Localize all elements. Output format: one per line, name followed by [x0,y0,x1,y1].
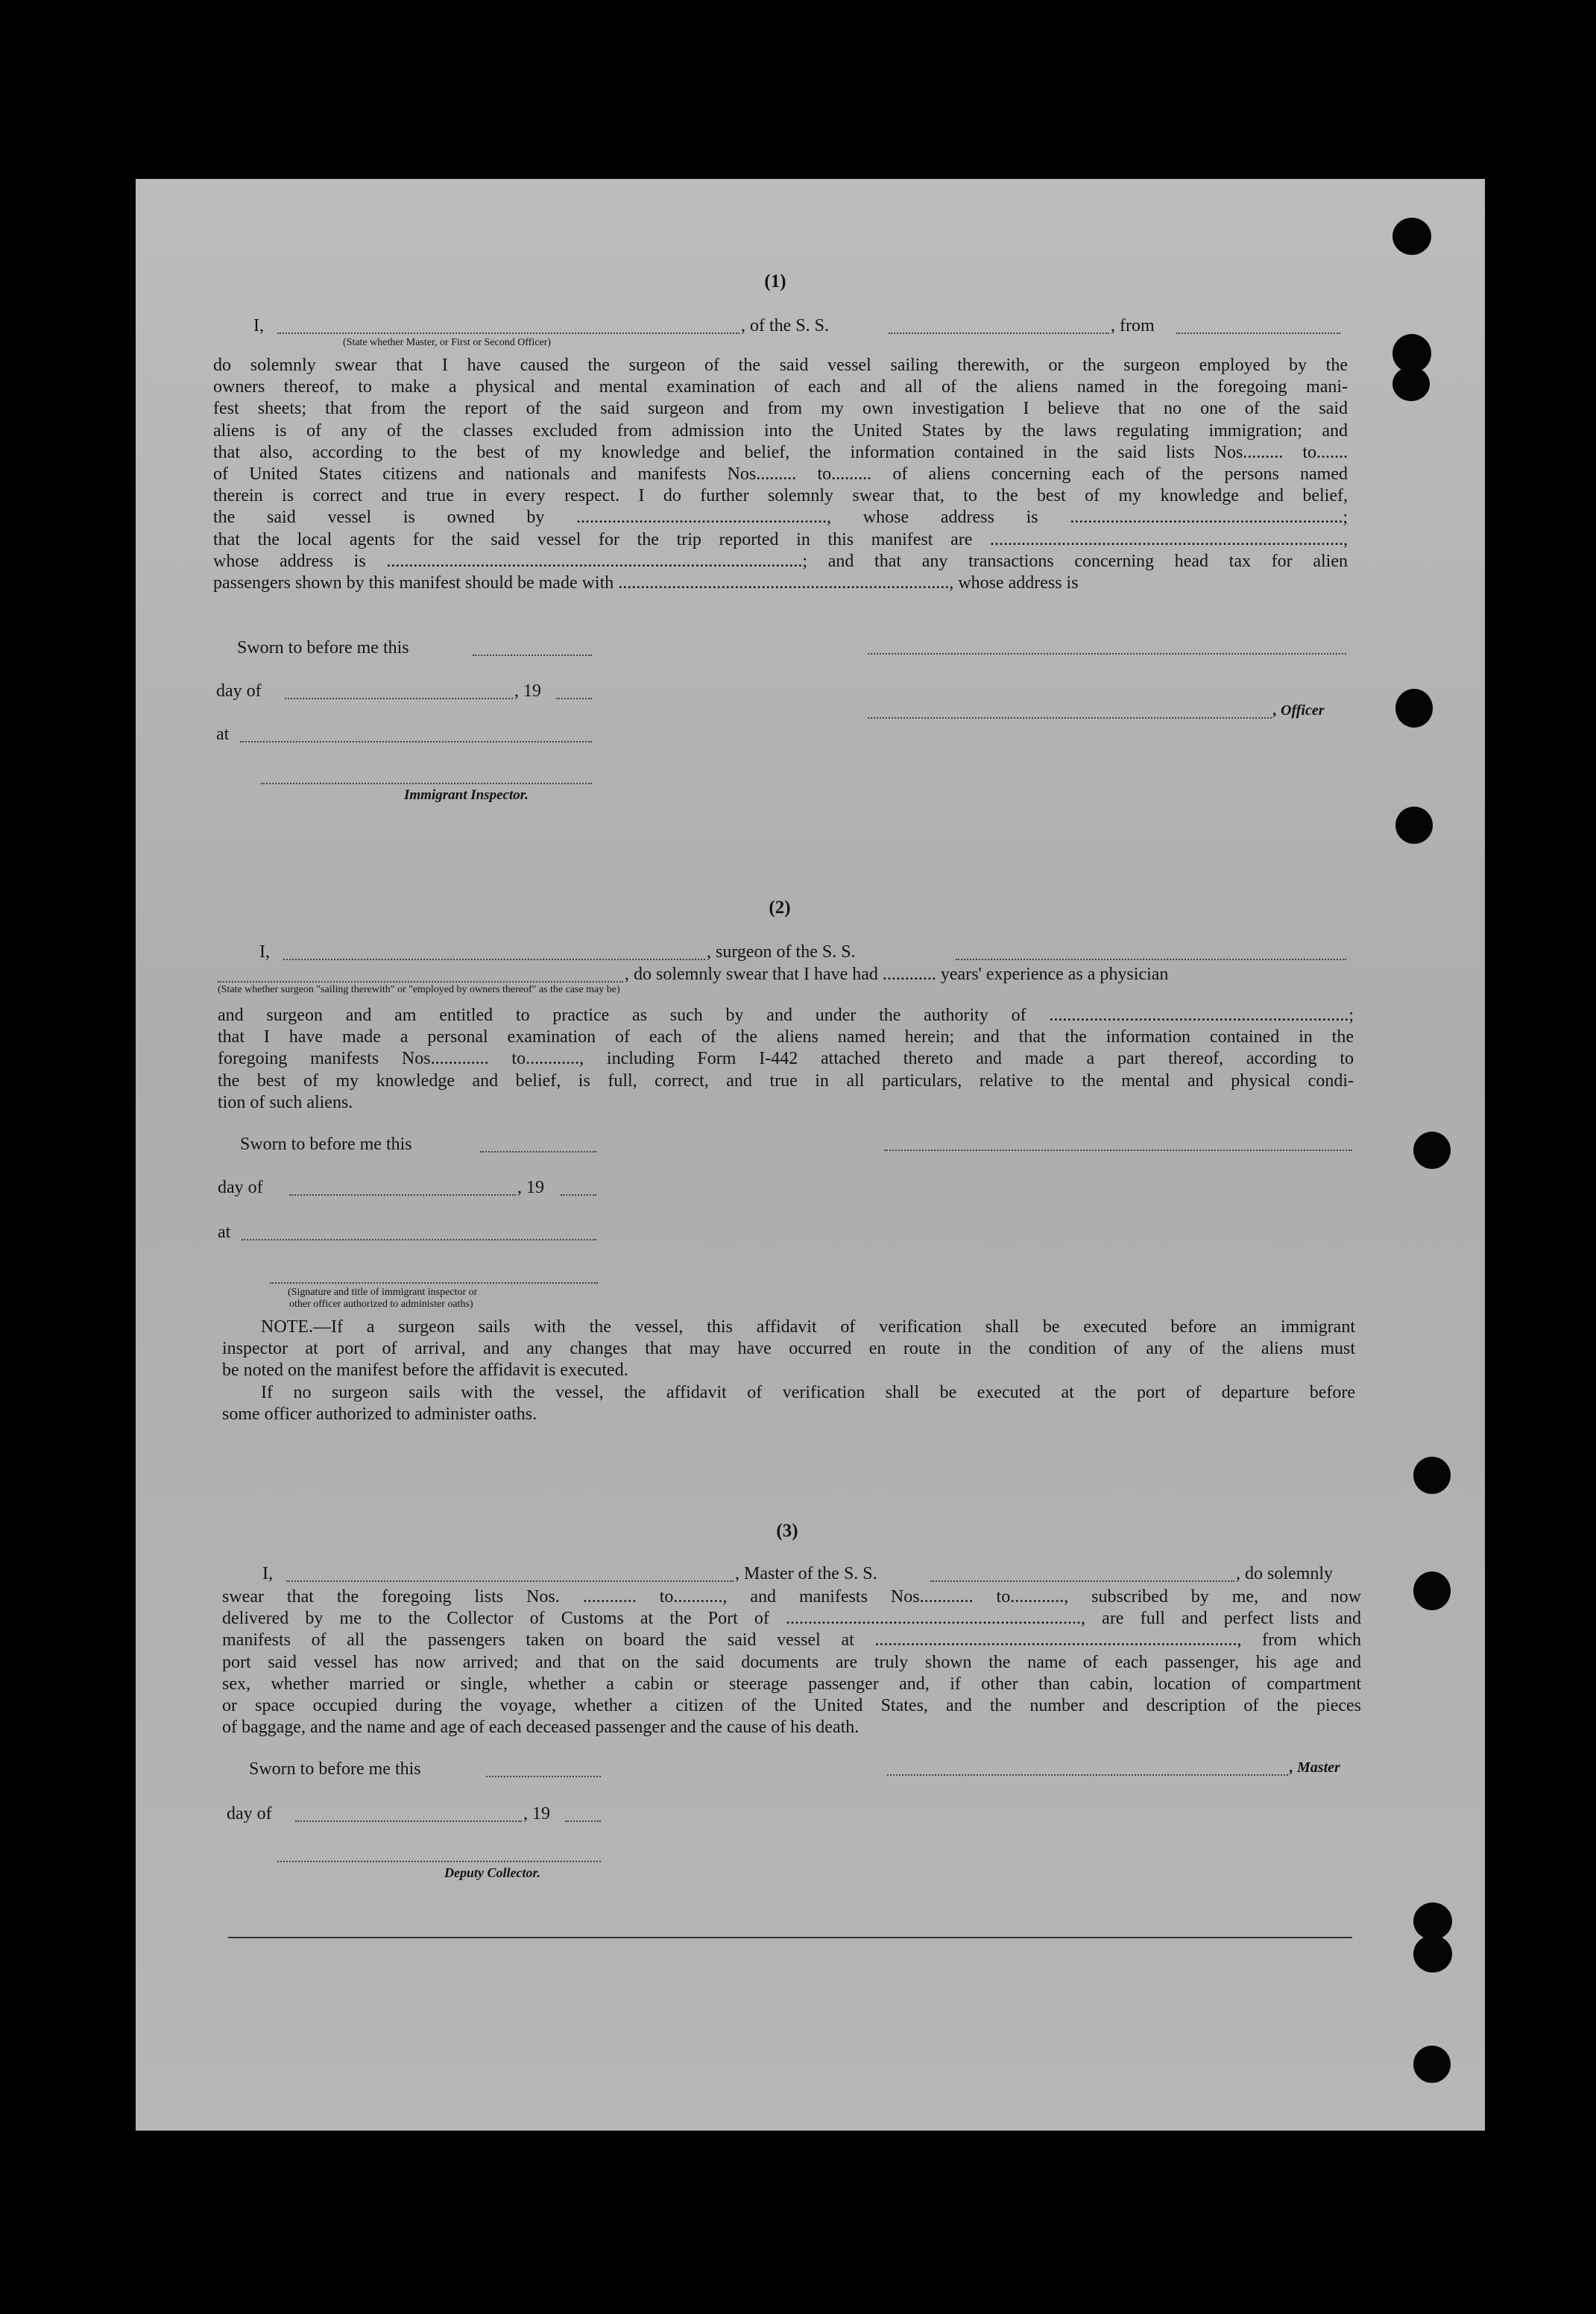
section-2-day-of: day of [218,1178,263,1197]
paragraph-line: or space occupied during the voyage, whether a citizen of the United States, and the number and description of the pieces [222,1696,1361,1715]
binder-hole [1413,2046,1451,2083]
surgeon-status-field [218,981,623,983]
signature-hint-2: other officer authorized to administer oaths) [289,1299,473,1310]
paragraph-line: delivered by me to the Collector of Customs at the Port of .................................................................., are full and perfect lists and [222,1609,1361,1629]
section-2-swear: , do solemnly swear that I have had ............ years' experience as a physician [625,965,1169,984]
paragraph-line: that also, according to the best of my knowledge and belief, the information contained in the said lists Nos......... to....... [213,442,1348,462]
binder-hole [1413,1935,1452,1973]
paragraph-line: that the local agents for the said vessel for the trip reported in this manifest are ..............................................................................., [213,529,1348,549]
at-place-field [240,741,592,743]
paragraph-line: of baggage, and the name and age of each deceased passenger and the cause of his death. [222,1718,859,1738]
inspector-signature-line [261,783,592,784]
section-1-i: I, [253,316,264,335]
officer-name-line [868,717,1272,719]
day-field [285,698,513,699]
surgeon-vessel-field [956,959,1346,960]
paragraph-line: of United States citizens and nationals and manifests Nos......... to......... of aliens concerning each of the persons named [213,464,1348,484]
section-1-of-ss: , of the S. S. [741,316,830,335]
paragraph-line: swear that the foregoing lists Nos. ............ to..........., and manifests Nos............ to............, subscribed by me, and now [222,1587,1361,1607]
bottom-divider [228,1937,1352,1938]
paragraph-line: and surgeon and am entitled to practice as such by and under the authority of ...................................................................; [218,1006,1354,1025]
paragraph-line: therein is correct and true in every respect. I do further solemnly swear that, to the best of my knowledge and belief, [213,486,1348,506]
note-line: NOTE.—If a surgeon sails with the vessel, this affidavit of verification shall be executed before an immigrant [261,1317,1355,1337]
section-2-surgeon-of-ss: , surgeon of the S. S. [707,942,856,962]
officer-signature-line [270,1282,598,1284]
signature-hint-1: (Signature and title of immigrant inspector or [288,1287,478,1298]
day-field [289,1194,516,1196]
paragraph-line: that I have made a personal examination of each of the aliens named herein; and that the information contained in the [218,1027,1354,1047]
binder-hole [1395,807,1433,844]
paragraph-line: foregoing manifests Nos............. to............, including Form I-442 attached thereto and made a part thereof, according to [218,1049,1354,1069]
binder-hole [1392,218,1431,255]
paragraph-line: passengers shown by this manifest should be made with .........................................................................., whose address is [213,573,1079,593]
master-vessel-field [930,1580,1234,1582]
sworn-date-field [473,655,592,656]
master-label: , Master [1290,1759,1340,1776]
sworn-date-field [486,1776,601,1777]
vessel-name-field [889,332,1109,334]
section-3-number: (3) [776,1521,798,1541]
section-1-day-of: day of [216,681,262,701]
section-3-master-of-ss: , Master of the S. S. [735,1564,877,1583]
section-3-sworn: Sworn to before me this [249,1759,421,1779]
master-hint: (State whether Master, or First or Second Officer) [343,337,552,348]
year-field [561,1194,596,1196]
surgeon-hint: (State whether surgeon "sailing therewith" or "employed by owners thereof" as the case may be) [218,984,620,995]
sworn-date-field [480,1151,596,1153]
paragraph-line: do solemnly swear that I have caused the surgeon of the said vessel sailing therewith, or the surgeon employed by the [213,356,1348,375]
section-2-i: I, [259,942,270,962]
binder-hole [1413,1132,1451,1169]
paragraph-line: port said vessel has now arrived; and that on the said documents are truly shown the name of each passenger, his age and [222,1652,1361,1672]
year-field [556,698,592,699]
section-3-day-of: day of [227,1804,272,1823]
section-2-year: , 19 [517,1178,544,1197]
section-1-sworn: Sworn to before me this [237,638,409,658]
section-1-at: at [216,725,230,744]
officer-signature-line [868,653,1346,655]
immigrant-inspector-label: Immigrant Inspector. [404,787,529,803]
section-1-from: , from [1111,316,1155,335]
paragraph-line: whose address is .............................................................................................; and that any transactions concerning head tax for alien [213,551,1348,571]
section-3-i: I, [262,1564,273,1583]
section-1-number: (1) [764,271,786,291]
section-1-year: , 19 [514,681,541,701]
paragraph-line: owners thereof, to make a physical and mental examination of each and all of the aliens named in the foregoing mani- [213,377,1348,397]
officer-label: , Officer [1273,702,1325,719]
section-2-number: (2) [769,898,791,918]
deputy-signature-line [277,1861,601,1862]
binder-hole [1413,1571,1451,1610]
year-field [565,1820,601,1822]
master-name-field [286,1580,734,1582]
binder-hole [1413,1902,1452,1940]
paragraph-line: fest sheets; that from the report of the said surgeon and from my own investigation I believe that no one of the said [213,399,1348,419]
section-3-swear: , do solemnly [1236,1564,1333,1583]
day-field [295,1820,522,1822]
paragraph-line: the said vessel is owned by ........................................................, whose address is .............................................................; [213,508,1348,528]
paragraph-line: sex, whether married or single, whether a cabin or steerage passenger and, if other than cabin, location of compartment [222,1674,1361,1694]
section-2-at: at [218,1223,231,1242]
deputy-collector-label: Deputy Collector. [444,1865,540,1880]
master-signature-line [887,1774,1288,1776]
binder-hole [1413,1457,1451,1494]
at-place-field [242,1239,596,1240]
note-line: some officer authorized to administer oaths. [222,1404,537,1424]
section-2-sworn: Sworn to before me this [240,1135,412,1154]
binder-hole [1395,689,1433,728]
from-port-field [1176,332,1340,334]
note-line: If no surgeon sails with the vessel, the affidavit of verification shall be executed at the port of departure before [261,1382,1355,1402]
note-line: be noted on the manifest before the affidavit is executed. [222,1361,628,1381]
paragraph-line: manifests of all the passengers taken on board the said vessel at ................................................................................., from which [222,1630,1361,1651]
surgeon-signature-line [884,1150,1352,1151]
master-name-field [277,332,739,334]
section-3-year: , 19 [523,1804,550,1823]
note-line: inspector at port of arrival, and any changes that may have occurred en route in the condition of any of the aliens must [222,1339,1355,1359]
paragraph-line: aliens is of any of the classes excluded from admission into the United States by the laws regulating immigration; and [213,420,1348,441]
surgeon-name-field [283,959,705,960]
paragraph-line: the best of my knowledge and belief, is full, correct, and true in all particulars, relative to the mental and physical condi- [218,1071,1354,1091]
binder-hole [1392,367,1430,401]
paragraph-line: tion of such aliens. [218,1092,353,1112]
